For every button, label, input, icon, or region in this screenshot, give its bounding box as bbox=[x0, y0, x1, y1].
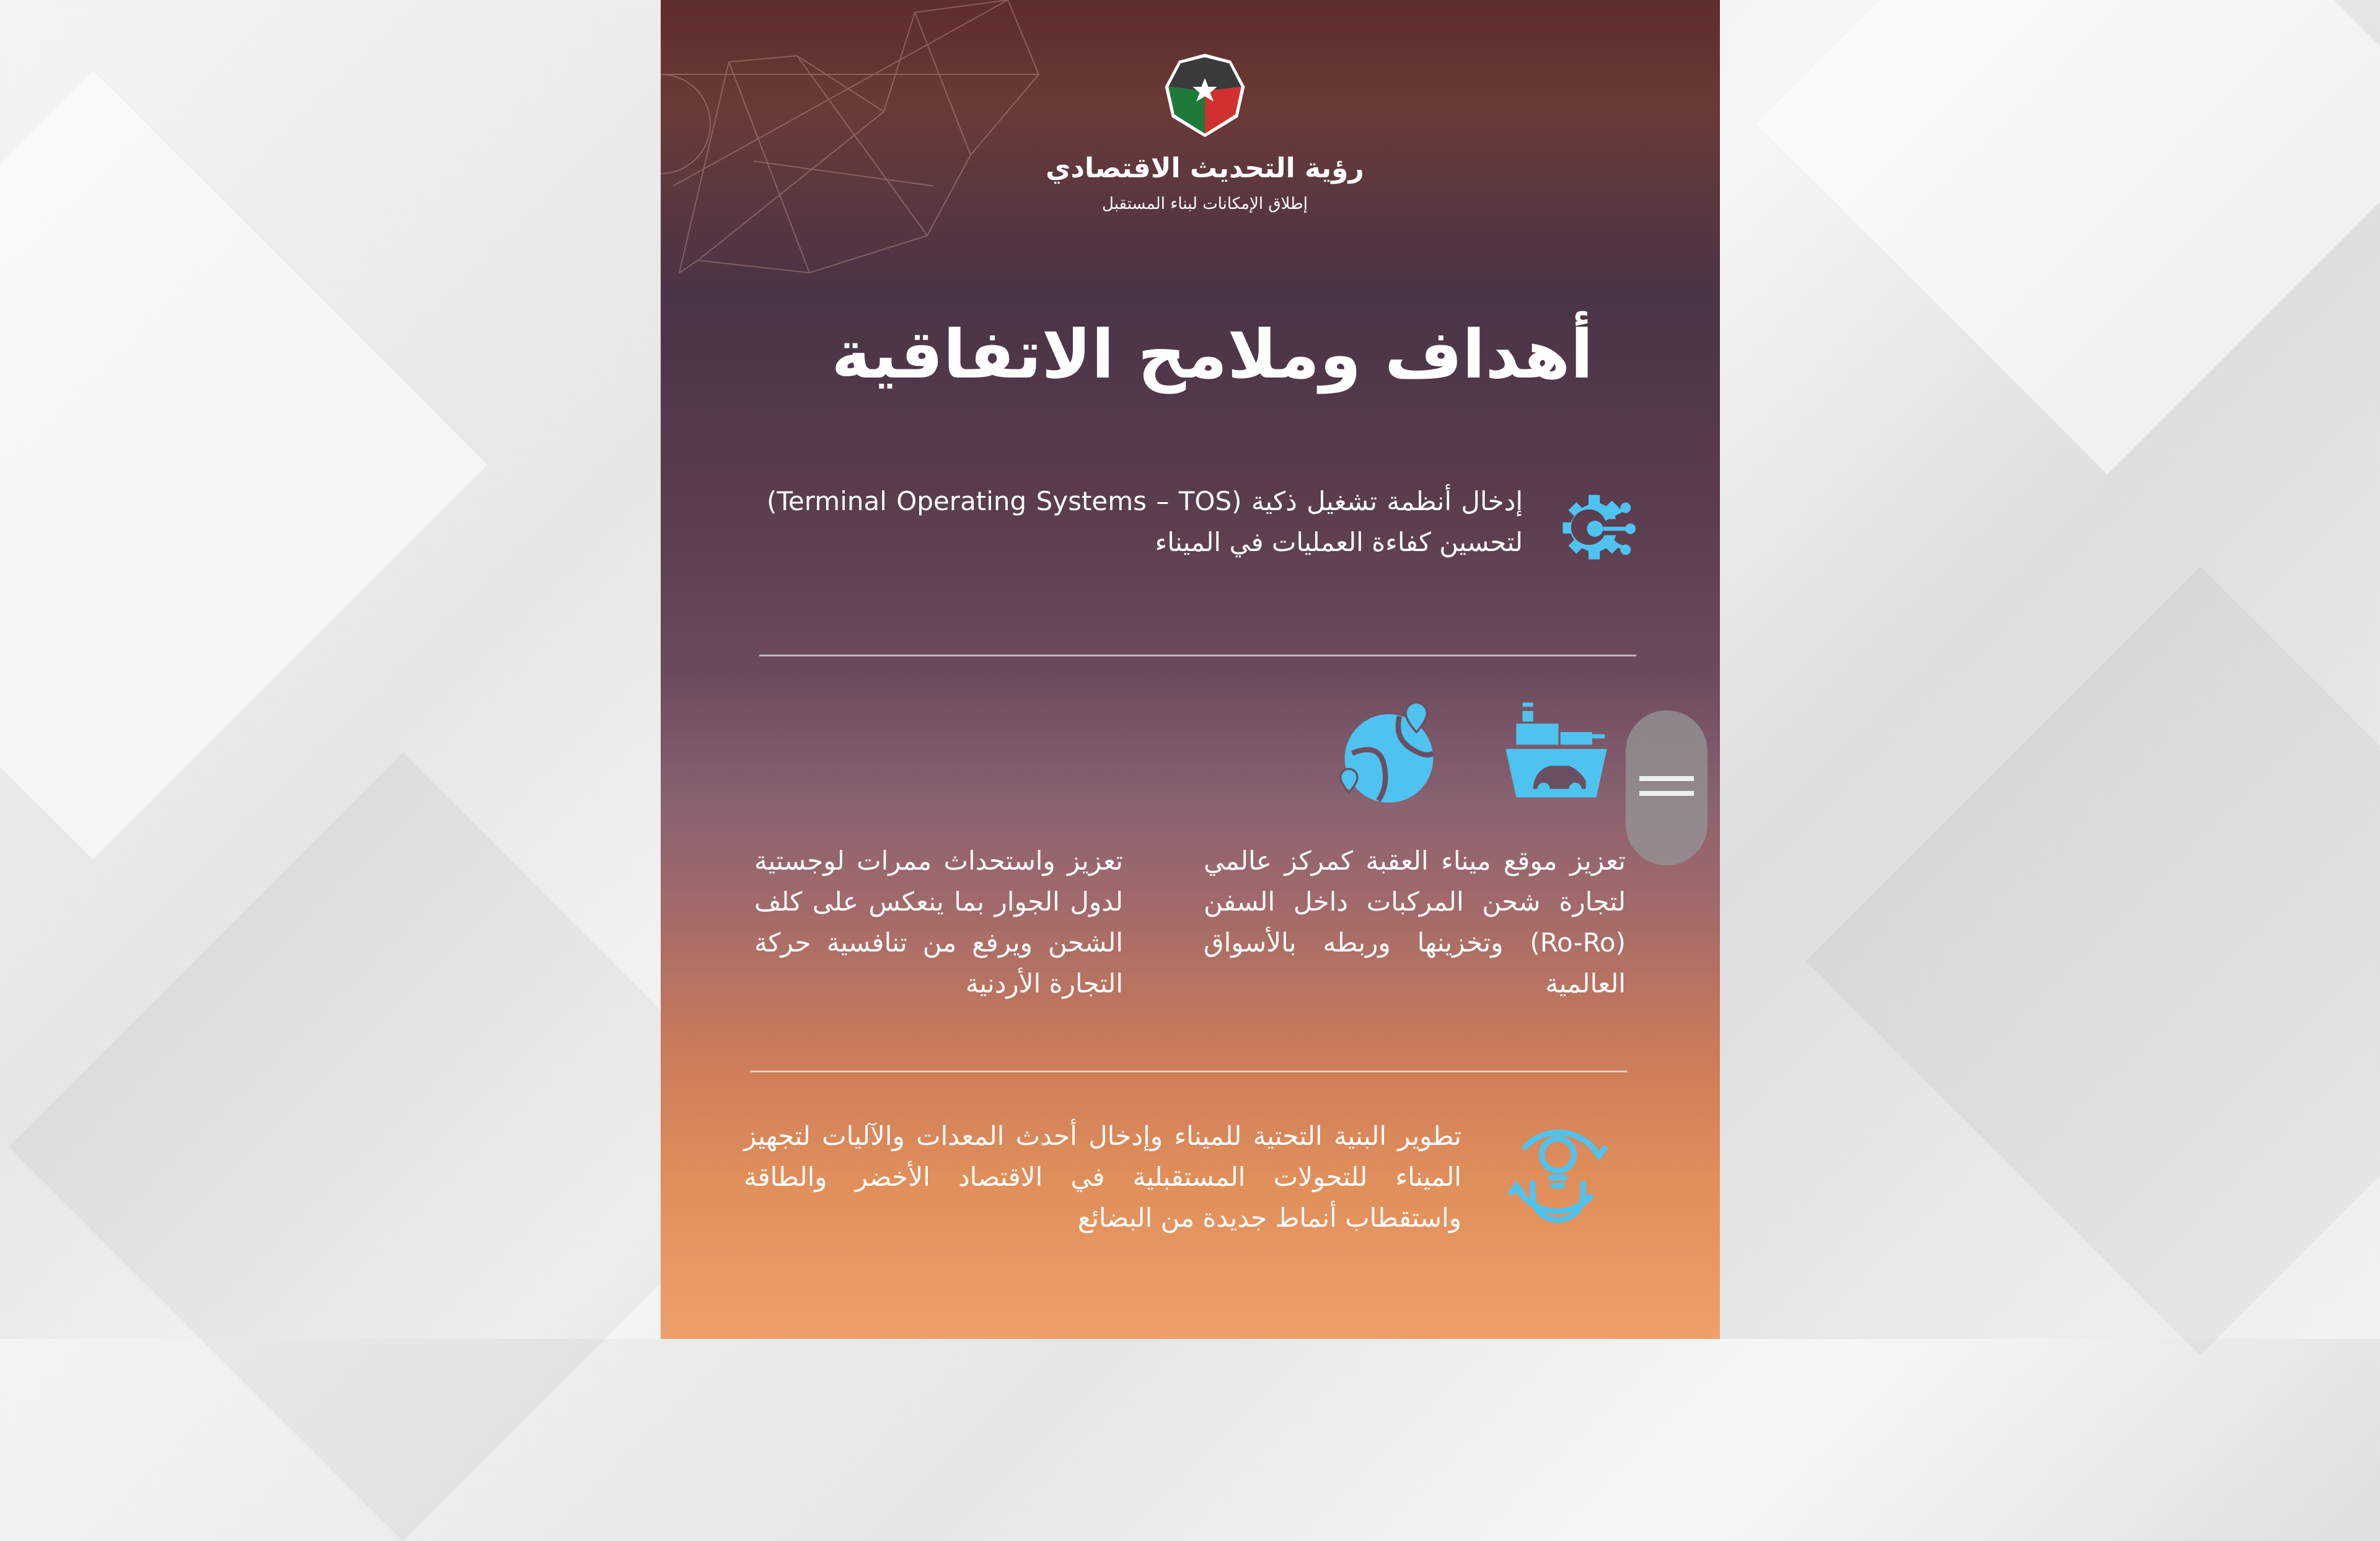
goal-text-tos: إدخال أنظمة تشغيل ذكية (Terminal Operating Systems – TOS) لتحسين كفاءة العمليات في الميناء bbox=[767, 486, 1523, 557]
background-shape bbox=[1756, 0, 2380, 475]
divider bbox=[750, 1071, 1627, 1072]
logo-subtitle: إطلاق الإمكانات لبناء المستقبل bbox=[1102, 195, 1308, 213]
infographic-poster bbox=[661, 0, 1720, 1339]
geometric-pattern bbox=[661, 0, 1169, 279]
background-shape bbox=[1806, 567, 2380, 1356]
logo-title: رؤية التحديث الاقتصادي bbox=[1046, 152, 1364, 184]
gear-circuit-icon bbox=[1556, 488, 1637, 569]
hamburger-line bbox=[1639, 776, 1694, 781]
ro-ro-ship-icon bbox=[1504, 700, 1609, 806]
hamburger-line bbox=[1639, 791, 1694, 796]
page-title: أهداف وملامح الاتفاقية bbox=[831, 316, 1593, 394]
background-shape bbox=[0, 71, 487, 860]
globe-route-icon bbox=[1336, 700, 1442, 806]
menu-scroll-handle[interactable] bbox=[1626, 710, 1708, 865]
divider bbox=[759, 655, 1636, 656]
economic-modernization-vision-logo bbox=[1161, 52, 1248, 139]
lightbulb-gear-icon bbox=[1501, 1115, 1615, 1229]
goal-text-logistics: تعزيز واستحداث ممرات لوجستية لدول الجوار بما ينعكس على كلف الشحن ويرفع من تنافسية حركة التجارة الأردنية bbox=[754, 846, 1123, 999]
goal-text-ro-ro: تعزيز موقع ميناء العقبة كمركز عالمي لتجارة شحن المركبات داخل السفن (Ro-Ro) وتخزينها وربطه بالأسواق العالمية bbox=[1204, 846, 1626, 999]
goal-text-infrastructure: تطوير البنية التحتية للميناء وإدخال أحدث المعدات والآليات لتجهيز الميناء للتحولات المستقبلية في الاقتصاد الأخضر والطاقة واستقطاب أنماط جديدة من البضائع bbox=[744, 1121, 1461, 1233]
